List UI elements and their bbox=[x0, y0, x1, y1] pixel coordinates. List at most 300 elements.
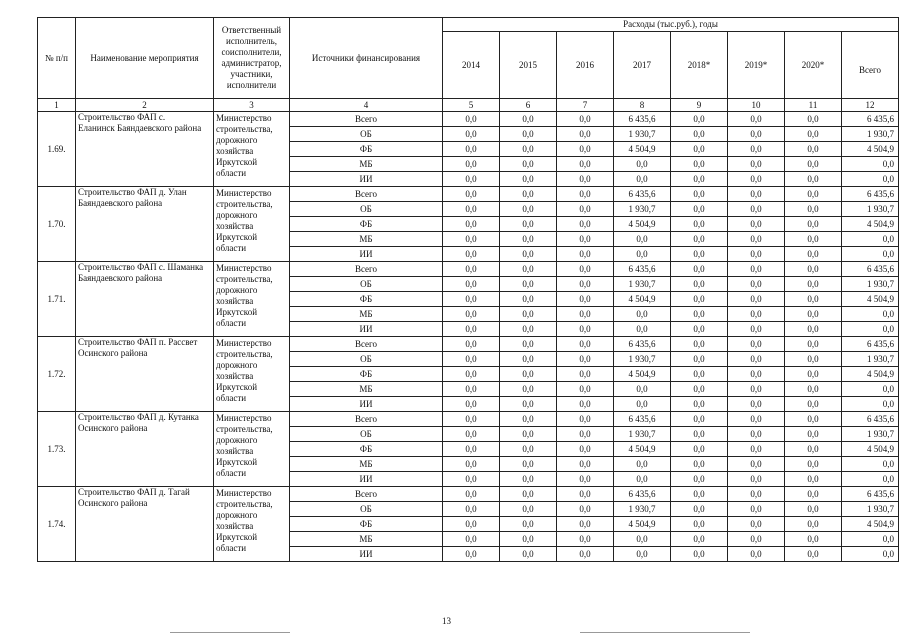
value-cell: 0,0 bbox=[671, 427, 728, 442]
funding-source: Всего bbox=[290, 187, 443, 202]
value-cell: 0,0 bbox=[443, 547, 500, 562]
measure-name bbox=[76, 412, 214, 487]
value-cell: 0,0 bbox=[500, 502, 557, 517]
row-number: 1.73. bbox=[38, 412, 76, 487]
executor-line: хозяйства bbox=[216, 521, 254, 531]
executor-line: Иркутской bbox=[216, 232, 258, 242]
value-cell: 0,0 bbox=[557, 187, 614, 202]
value-cell: 0,0 bbox=[614, 382, 671, 397]
executor-line: строительства, bbox=[216, 274, 273, 284]
value-cell: 0,0 bbox=[728, 412, 785, 427]
value-cell: 0,0 bbox=[671, 442, 728, 457]
value-cell: 0,0 bbox=[728, 442, 785, 457]
value-cell: 0,0 bbox=[557, 262, 614, 277]
value-cell: 0,0 bbox=[785, 487, 842, 502]
executor-line: области bbox=[216, 168, 247, 178]
value-cell: 0,0 bbox=[500, 202, 557, 217]
value-cell: 0,0 bbox=[728, 202, 785, 217]
value-cell: 0,0 bbox=[728, 457, 785, 472]
value-cell: 0,0 bbox=[557, 397, 614, 412]
funding-source: ОБ bbox=[290, 277, 443, 292]
total-cell: 0,0 bbox=[842, 547, 899, 562]
measure-name bbox=[76, 337, 214, 412]
value-cell: 0,0 bbox=[443, 277, 500, 292]
value-cell: 0,0 bbox=[443, 202, 500, 217]
total-cell: 0,0 bbox=[842, 532, 899, 547]
value-cell: 0,0 bbox=[728, 217, 785, 232]
column-number: 12 bbox=[842, 99, 899, 112]
value-cell: 6 435,6 bbox=[614, 187, 671, 202]
value-cell: 0,0 bbox=[500, 307, 557, 322]
value-cell: 0,0 bbox=[557, 112, 614, 127]
value-cell: 0,0 bbox=[500, 427, 557, 442]
value-cell: 0,0 bbox=[443, 187, 500, 202]
total-cell: 0,0 bbox=[842, 397, 899, 412]
column-number: 1 bbox=[38, 99, 76, 112]
funding-source: ИИ bbox=[290, 397, 443, 412]
value-cell: 0,0 bbox=[728, 352, 785, 367]
value-cell: 0,0 bbox=[500, 472, 557, 487]
header-year: 2020* bbox=[785, 32, 842, 99]
table-row bbox=[38, 487, 899, 502]
funding-source: Всего bbox=[290, 487, 443, 502]
value-cell: 1 930,7 bbox=[614, 202, 671, 217]
value-cell: 0,0 bbox=[443, 112, 500, 127]
value-cell: 0,0 bbox=[500, 277, 557, 292]
total-cell: 6 435,6 bbox=[842, 262, 899, 277]
funding-source: Всего bbox=[290, 337, 443, 352]
measure-name-line: Еланинск Баяндаевского района bbox=[78, 123, 202, 133]
total-cell: 0,0 bbox=[842, 457, 899, 472]
funding-source: ИИ bbox=[290, 247, 443, 262]
scan-artifact-line bbox=[580, 632, 750, 633]
value-cell: 0,0 bbox=[557, 307, 614, 322]
value-cell: 0,0 bbox=[785, 172, 842, 187]
funding-source: ФБ bbox=[290, 292, 443, 307]
value-cell: 0,0 bbox=[557, 457, 614, 472]
total-cell: 6 435,6 bbox=[842, 412, 899, 427]
financing-table bbox=[37, 17, 899, 562]
value-cell: 0,0 bbox=[557, 517, 614, 532]
value-cell: 0,0 bbox=[785, 292, 842, 307]
value-cell: 0,0 bbox=[500, 457, 557, 472]
measure-name-line: Осинского района bbox=[78, 348, 148, 358]
executor-line: области bbox=[216, 393, 247, 403]
value-cell: 0,0 bbox=[557, 202, 614, 217]
value-cell: 0,0 bbox=[557, 352, 614, 367]
header-name: Наименование мероприятия bbox=[76, 18, 214, 99]
value-cell: 0,0 bbox=[728, 382, 785, 397]
value-cell: 4 504,9 bbox=[614, 442, 671, 457]
value-cell: 0,0 bbox=[785, 472, 842, 487]
value-cell: 0,0 bbox=[728, 397, 785, 412]
value-cell: 0,0 bbox=[671, 202, 728, 217]
value-cell: 0,0 bbox=[443, 232, 500, 247]
column-number: 9 bbox=[671, 99, 728, 112]
executor-line: дорожного bbox=[216, 210, 258, 220]
column-number: 3 bbox=[214, 99, 290, 112]
value-cell: 0,0 bbox=[500, 517, 557, 532]
funding-source: ФБ bbox=[290, 367, 443, 382]
executor-line: области bbox=[216, 543, 247, 553]
value-cell: 0,0 bbox=[785, 532, 842, 547]
funding-source: ОБ bbox=[290, 127, 443, 142]
executor bbox=[214, 487, 290, 562]
total-cell: 4 504,9 bbox=[842, 367, 899, 382]
value-cell: 0,0 bbox=[785, 322, 842, 337]
value-cell: 0,0 bbox=[671, 232, 728, 247]
value-cell: 0,0 bbox=[557, 427, 614, 442]
value-cell: 0,0 bbox=[443, 397, 500, 412]
header-costs: Расходы (тыс.руб.), годы bbox=[443, 18, 899, 32]
value-cell: 0,0 bbox=[443, 172, 500, 187]
table-row bbox=[38, 262, 899, 277]
value-cell: 4 504,9 bbox=[614, 142, 671, 157]
column-number-row bbox=[38, 99, 899, 112]
funding-source: МБ bbox=[290, 382, 443, 397]
column-number: 6 bbox=[500, 99, 557, 112]
value-cell: 0,0 bbox=[500, 112, 557, 127]
executor-line: дорожного bbox=[216, 285, 258, 295]
value-cell: 0,0 bbox=[785, 517, 842, 532]
value-cell: 0,0 bbox=[671, 382, 728, 397]
value-cell: 0,0 bbox=[557, 172, 614, 187]
value-cell: 0,0 bbox=[671, 217, 728, 232]
value-cell: 0,0 bbox=[614, 307, 671, 322]
value-cell: 0,0 bbox=[785, 232, 842, 247]
funding-source: ФБ bbox=[290, 442, 443, 457]
executor-line: Иркутской bbox=[216, 157, 258, 167]
value-cell: 0,0 bbox=[785, 502, 842, 517]
value-cell: 0,0 bbox=[785, 442, 842, 457]
value-cell: 0,0 bbox=[500, 262, 557, 277]
measure-name bbox=[76, 487, 214, 562]
measure-name bbox=[76, 187, 214, 262]
executor-line: Иркутской bbox=[216, 457, 258, 467]
executor-line: Министерство bbox=[216, 263, 272, 273]
value-cell: 0,0 bbox=[614, 547, 671, 562]
value-cell: 0,0 bbox=[500, 382, 557, 397]
value-cell: 0,0 bbox=[557, 532, 614, 547]
executor-line: строительства, bbox=[216, 124, 273, 134]
value-cell: 0,0 bbox=[500, 322, 557, 337]
value-cell: 0,0 bbox=[728, 307, 785, 322]
total-cell: 1 930,7 bbox=[842, 352, 899, 367]
value-cell: 0,0 bbox=[785, 247, 842, 262]
value-cell: 0,0 bbox=[614, 472, 671, 487]
value-cell: 0,0 bbox=[443, 472, 500, 487]
value-cell: 0,0 bbox=[500, 532, 557, 547]
measure-name-line: Строительство ФАП с. bbox=[78, 112, 166, 122]
executor-line: Иркутской bbox=[216, 307, 258, 317]
value-cell: 0,0 bbox=[728, 142, 785, 157]
executor-line: строительства, bbox=[216, 199, 273, 209]
value-cell: 0,0 bbox=[728, 292, 785, 307]
row-number: 1.70. bbox=[38, 187, 76, 262]
value-cell: 0,0 bbox=[728, 427, 785, 442]
value-cell: 0,0 bbox=[785, 277, 842, 292]
value-cell: 0,0 bbox=[500, 142, 557, 157]
value-cell: 0,0 bbox=[500, 232, 557, 247]
executor bbox=[214, 337, 290, 412]
total-cell: 4 504,9 bbox=[842, 292, 899, 307]
value-cell: 0,0 bbox=[671, 472, 728, 487]
total-cell: 1 930,7 bbox=[842, 277, 899, 292]
value-cell: 1 930,7 bbox=[614, 352, 671, 367]
executor-line: хозяйства bbox=[216, 296, 254, 306]
row-number: 1.72. bbox=[38, 337, 76, 412]
value-cell: 0,0 bbox=[614, 322, 671, 337]
value-cell: 0,0 bbox=[785, 202, 842, 217]
value-cell: 0,0 bbox=[443, 427, 500, 442]
row-number: 1.74. bbox=[38, 487, 76, 562]
total-cell: 4 504,9 bbox=[842, 217, 899, 232]
scan-artifact-line bbox=[170, 632, 290, 633]
measure-name-line: Баяндаевского района bbox=[78, 198, 163, 208]
value-cell: 0,0 bbox=[443, 487, 500, 502]
value-cell: 0,0 bbox=[728, 277, 785, 292]
value-cell: 0,0 bbox=[785, 217, 842, 232]
value-cell: 0,0 bbox=[557, 547, 614, 562]
column-number: 10 bbox=[728, 99, 785, 112]
value-cell: 0,0 bbox=[500, 547, 557, 562]
value-cell: 0,0 bbox=[728, 367, 785, 382]
funding-source: Всего bbox=[290, 112, 443, 127]
value-cell: 0,0 bbox=[500, 247, 557, 262]
funding-source: ОБ bbox=[290, 502, 443, 517]
table-row bbox=[38, 187, 899, 202]
funding-source: ИИ bbox=[290, 172, 443, 187]
measure-name-line: Строительство ФАП д. Улан bbox=[78, 187, 187, 197]
value-cell: 0,0 bbox=[671, 142, 728, 157]
measure-name bbox=[76, 262, 214, 337]
value-cell: 0,0 bbox=[728, 337, 785, 352]
value-cell: 0,0 bbox=[443, 307, 500, 322]
value-cell: 0,0 bbox=[443, 322, 500, 337]
value-cell: 0,0 bbox=[671, 397, 728, 412]
funding-source: ИИ bbox=[290, 472, 443, 487]
total-cell: 6 435,6 bbox=[842, 187, 899, 202]
value-cell: 0,0 bbox=[557, 502, 614, 517]
funding-source: МБ bbox=[290, 457, 443, 472]
value-cell: 0,0 bbox=[500, 172, 557, 187]
value-cell: 4 504,9 bbox=[614, 367, 671, 382]
row-number: 1.71. bbox=[38, 262, 76, 337]
funding-source: Всего bbox=[290, 262, 443, 277]
value-cell: 0,0 bbox=[500, 292, 557, 307]
value-cell: 0,0 bbox=[728, 127, 785, 142]
value-cell: 0,0 bbox=[500, 337, 557, 352]
total-cell: 1 930,7 bbox=[842, 502, 899, 517]
value-cell: 0,0 bbox=[614, 247, 671, 262]
total-cell: 0,0 bbox=[842, 472, 899, 487]
value-cell: 0,0 bbox=[500, 352, 557, 367]
value-cell: 0,0 bbox=[785, 397, 842, 412]
total-cell: 0,0 bbox=[842, 322, 899, 337]
value-cell: 0,0 bbox=[500, 217, 557, 232]
value-cell: 0,0 bbox=[785, 307, 842, 322]
value-cell: 0,0 bbox=[671, 547, 728, 562]
value-cell: 0,0 bbox=[614, 532, 671, 547]
executor-line: хозяйства bbox=[216, 221, 254, 231]
funding-source: ОБ bbox=[290, 427, 443, 442]
executor bbox=[214, 112, 290, 187]
total-cell: 0,0 bbox=[842, 307, 899, 322]
row-number: 1.69. bbox=[38, 112, 76, 187]
value-cell: 0,0 bbox=[671, 517, 728, 532]
value-cell: 1 930,7 bbox=[614, 427, 671, 442]
value-cell: 0,0 bbox=[443, 532, 500, 547]
value-cell: 0,0 bbox=[671, 352, 728, 367]
executor bbox=[214, 262, 290, 337]
value-cell: 4 504,9 bbox=[614, 292, 671, 307]
executor-line: области bbox=[216, 468, 247, 478]
value-cell: 0,0 bbox=[671, 127, 728, 142]
executor-line: Министерство bbox=[216, 188, 272, 198]
value-cell: 6 435,6 bbox=[614, 337, 671, 352]
header-executor: Ответственный исполнитель, соисполнители, администратор, участники, исполнители bbox=[214, 18, 290, 99]
total-cell: 6 435,6 bbox=[842, 487, 899, 502]
column-number: 7 bbox=[557, 99, 614, 112]
value-cell: 0,0 bbox=[785, 352, 842, 367]
value-cell: 4 504,9 bbox=[614, 517, 671, 532]
header-total: Всего bbox=[842, 32, 899, 99]
value-cell: 0,0 bbox=[443, 412, 500, 427]
table-row bbox=[38, 112, 899, 127]
value-cell: 6 435,6 bbox=[614, 487, 671, 502]
value-cell: 0,0 bbox=[557, 472, 614, 487]
value-cell: 0,0 bbox=[557, 382, 614, 397]
value-cell: 0,0 bbox=[728, 262, 785, 277]
value-cell: 0,0 bbox=[728, 157, 785, 172]
executor-line: Иркутской bbox=[216, 532, 258, 542]
value-cell: 0,0 bbox=[500, 487, 557, 502]
value-cell: 0,0 bbox=[443, 382, 500, 397]
value-cell: 6 435,6 bbox=[614, 112, 671, 127]
value-cell: 0,0 bbox=[500, 367, 557, 382]
value-cell: 0,0 bbox=[671, 292, 728, 307]
total-cell: 6 435,6 bbox=[842, 112, 899, 127]
header-year: 2017 bbox=[614, 32, 671, 99]
value-cell: 0,0 bbox=[557, 442, 614, 457]
value-cell: 0,0 bbox=[443, 247, 500, 262]
table-row bbox=[38, 337, 899, 352]
total-cell: 0,0 bbox=[842, 382, 899, 397]
value-cell: 0,0 bbox=[728, 547, 785, 562]
measure-name bbox=[76, 112, 214, 187]
measure-name-line: Строительство ФАП д. Тагай bbox=[78, 487, 190, 497]
value-cell: 0,0 bbox=[785, 187, 842, 202]
value-cell: 0,0 bbox=[728, 172, 785, 187]
total-cell: 0,0 bbox=[842, 247, 899, 262]
value-cell: 0,0 bbox=[785, 157, 842, 172]
value-cell: 0,0 bbox=[557, 277, 614, 292]
measure-name-line: Строительство ФАП с. Шаманка bbox=[78, 262, 204, 272]
value-cell: 0,0 bbox=[614, 172, 671, 187]
total-cell: 0,0 bbox=[842, 172, 899, 187]
value-cell: 0,0 bbox=[671, 277, 728, 292]
value-cell: 0,0 bbox=[728, 532, 785, 547]
total-cell: 0,0 bbox=[842, 232, 899, 247]
table-row bbox=[38, 412, 899, 427]
executor-line: строительства, bbox=[216, 349, 273, 359]
value-cell: 0,0 bbox=[443, 142, 500, 157]
value-cell: 0,0 bbox=[728, 322, 785, 337]
funding-source: МБ bbox=[290, 307, 443, 322]
measure-name-line: Баяндаевского района bbox=[78, 273, 163, 283]
value-cell: 0,0 bbox=[671, 412, 728, 427]
executor bbox=[214, 187, 290, 262]
executor-line: Министерство bbox=[216, 413, 272, 423]
header-year: 2018* bbox=[671, 32, 728, 99]
value-cell: 0,0 bbox=[671, 487, 728, 502]
value-cell: 0,0 bbox=[443, 517, 500, 532]
table-body bbox=[38, 112, 899, 562]
funding-source: МБ bbox=[290, 157, 443, 172]
measure-name-line: Строительство ФАП п. Рассвет bbox=[78, 337, 198, 347]
column-number: 8 bbox=[614, 99, 671, 112]
value-cell: 0,0 bbox=[785, 382, 842, 397]
funding-source: ОБ bbox=[290, 202, 443, 217]
executor-line: дорожного bbox=[216, 360, 258, 370]
executor-line: Министерство bbox=[216, 113, 272, 123]
executor-line: Министерство bbox=[216, 338, 272, 348]
funding-source: Всего bbox=[290, 412, 443, 427]
value-cell: 0,0 bbox=[671, 367, 728, 382]
value-cell: 0,0 bbox=[500, 397, 557, 412]
value-cell: 0,0 bbox=[557, 157, 614, 172]
column-number: 11 bbox=[785, 99, 842, 112]
executor-line: строительства, bbox=[216, 424, 273, 434]
value-cell: 6 435,6 bbox=[614, 262, 671, 277]
value-cell: 0,0 bbox=[671, 502, 728, 517]
value-cell: 0,0 bbox=[785, 262, 842, 277]
executor-line: Иркутской bbox=[216, 382, 258, 392]
value-cell: 0,0 bbox=[671, 112, 728, 127]
header-year: 2014 bbox=[443, 32, 500, 99]
value-cell: 0,0 bbox=[728, 187, 785, 202]
value-cell: 0,0 bbox=[557, 232, 614, 247]
value-cell: 0,0 bbox=[785, 127, 842, 142]
total-cell: 1 930,7 bbox=[842, 427, 899, 442]
value-cell: 1 930,7 bbox=[614, 502, 671, 517]
value-cell: 0,0 bbox=[671, 307, 728, 322]
header-source: Источники финансирования bbox=[290, 18, 443, 99]
funding-source: ИИ bbox=[290, 547, 443, 562]
value-cell: 0,0 bbox=[785, 547, 842, 562]
value-cell: 0,0 bbox=[557, 487, 614, 502]
value-cell: 0,0 bbox=[614, 397, 671, 412]
value-cell: 0,0 bbox=[728, 112, 785, 127]
value-cell: 0,0 bbox=[443, 352, 500, 367]
value-cell: 0,0 bbox=[443, 502, 500, 517]
executor-line: Министерство bbox=[216, 488, 272, 498]
value-cell: 0,0 bbox=[671, 532, 728, 547]
value-cell: 0,0 bbox=[728, 232, 785, 247]
value-cell: 0,0 bbox=[443, 337, 500, 352]
value-cell: 0,0 bbox=[443, 217, 500, 232]
value-cell: 0,0 bbox=[443, 157, 500, 172]
value-cell: 0,0 bbox=[500, 442, 557, 457]
funding-source: ИИ bbox=[290, 322, 443, 337]
value-cell: 0,0 bbox=[785, 412, 842, 427]
value-cell: 0,0 bbox=[443, 292, 500, 307]
total-cell: 0,0 bbox=[842, 157, 899, 172]
total-cell: 4 504,9 bbox=[842, 442, 899, 457]
value-cell: 0,0 bbox=[671, 457, 728, 472]
value-cell: 0,0 bbox=[557, 217, 614, 232]
total-cell: 6 435,6 bbox=[842, 337, 899, 352]
